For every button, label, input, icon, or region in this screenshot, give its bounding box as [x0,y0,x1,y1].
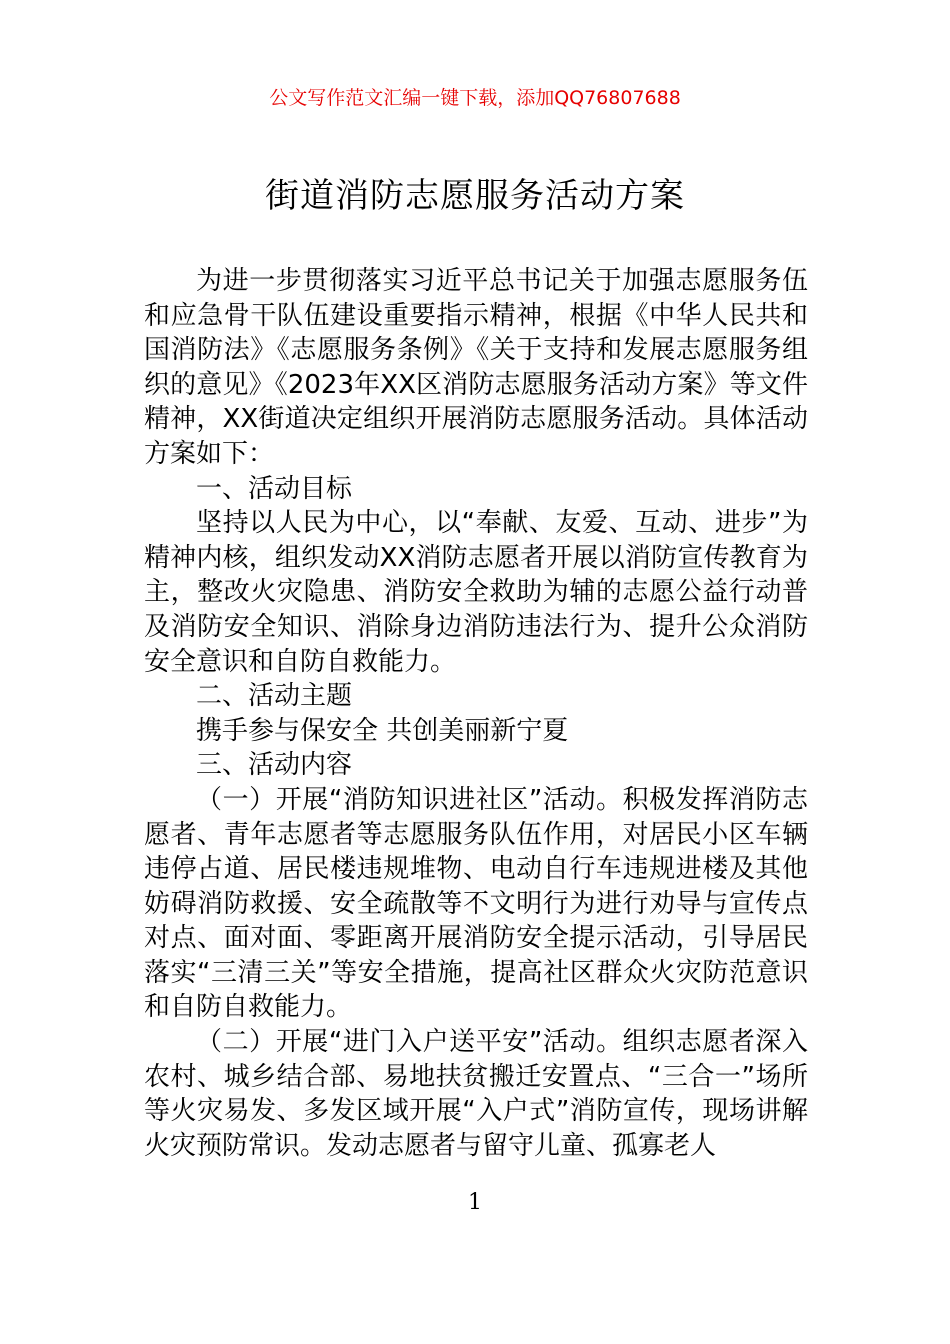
section-heading-goal: 一、活动目标 [196,473,353,504]
section-heading-theme: 二、活动主题 [196,681,353,712]
intro-paragraph: 为进一步贯彻落实习近平总书记关于加强志愿服务伍和应急骨干队伍建设重要指示精神，根据《中华人民共和国消防法》《志愿服务条例》《关于支持和发展志愿服务组织的意见》《2023年XX区消防志愿服务活动方案》等文件精神，XX街道决定组织开展消防志愿服务活动。具体活动方案如下： [144,266,808,469]
download-banner: 公文写作范文汇编一键下载，添加QQ76807688 [269,87,681,109]
page-title: 街道消防志愿服务活动方案 [265,176,685,216]
goal-paragraph: 坚持以人民为中心，以“奉献、友爱、互动、进步”为精神内核，组织发动XX消防志愿者开展以消防宣传教育为主，整改火灾隐患、消防安全救助为辅的志愿公益行动普及消防安全知识、消除身边消防违法行为、提升公众消防安全意识和自防自救能力。 [144,508,808,677]
page-number: 1 [468,1190,482,1215]
content-item-2: （二）开展“进门入户送平安”活动。组织志愿者深入农村、城乡结合部、易地扶贫搬迁安置点、“三合一”场所等火灾易发、多发区域开展“入户式”消防宣传，现场讲解火灾预防常识。发动志愿者与留守儿童、孤寡老人 [144,1027,808,1161]
content-item-1: （一）开展“消防知识进社区”活动。积极发挥消防志愿者、青年志愿者等志愿服务队伍作用，对居民小区车辆违停占道、居民楼违规堆物、电动自行车违规进楼及其他妨碍消防救援、安全疏散等不文明行为进行劝导与宣传点对点、面对面、零距离开展消防安全提示活动，引导居民落实“三清三关”等安全措施，提高社区群众火灾防范意识和自防自救能力。 [144,784,808,1023]
theme-paragraph: 携手参与保安全 共创美丽新宁夏 [196,715,569,746]
document-body [144,264,808,1163]
section-heading-content: 三、活动内容 [196,750,353,781]
